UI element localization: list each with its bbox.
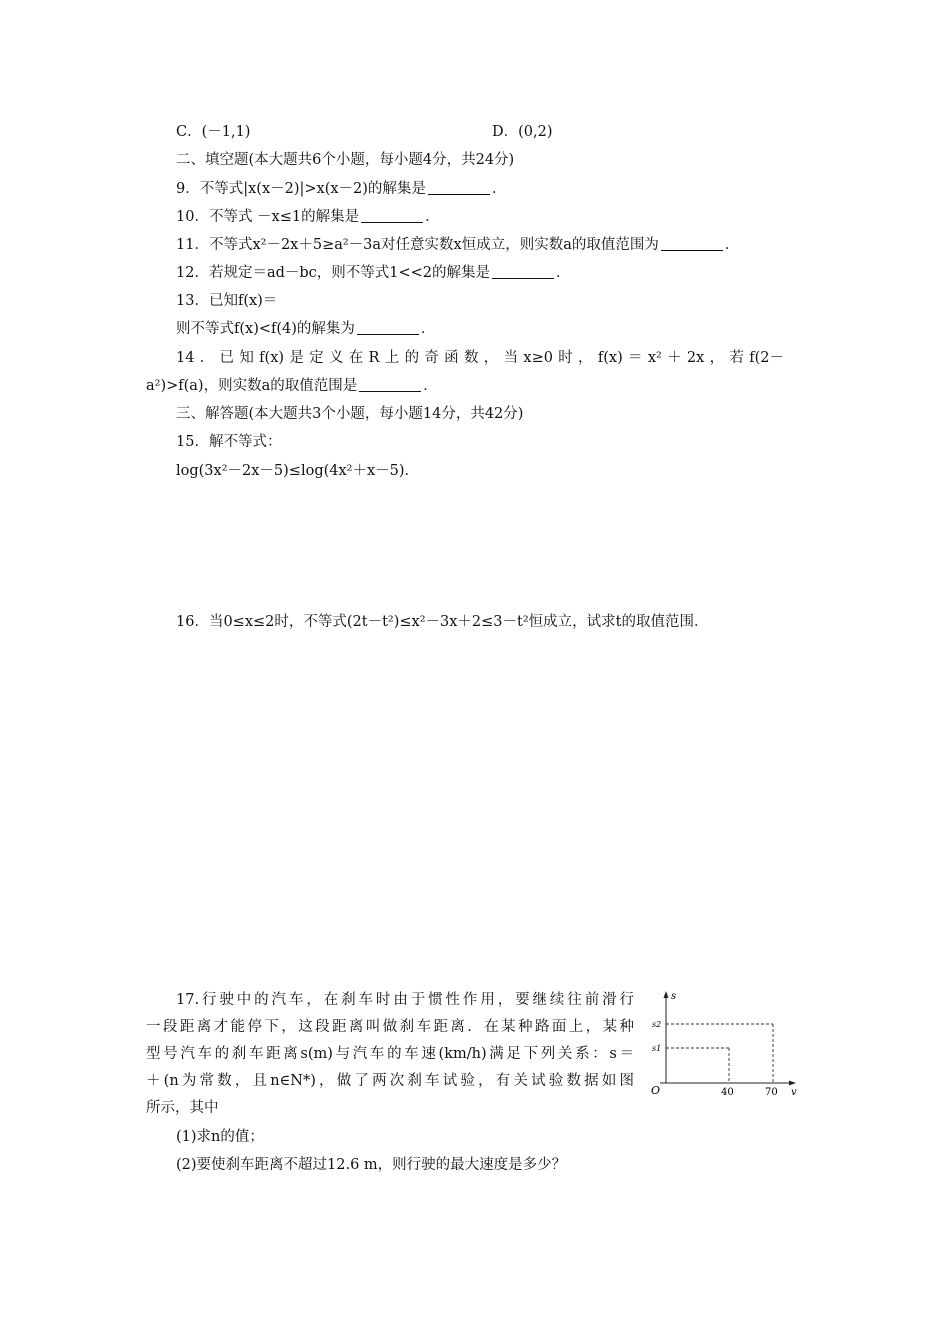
section2-heading: 二、填空题(本大题共6个小题，每小题4分，共24分) xyxy=(176,152,515,168)
braking-distance-figure xyxy=(640,985,810,1100)
x-tick-40: 40 xyxy=(721,1087,734,1098)
q12-text: 12．若规定＝ad－bc，则不等式1<<2的解集是 xyxy=(176,265,491,281)
question-13-line1: 13．已知f(x)＝ xyxy=(176,293,278,309)
q9-answer-blank[interactable] xyxy=(428,180,490,195)
question-15-line2: log(3x²－2x－5)≤log(4x²＋x－5)． xyxy=(176,463,420,479)
q10-answer-blank[interactable] xyxy=(361,208,423,223)
question-14-line1: 14．已知f(x)是定义在R上的奇函数，当x≥0时，f(x)＝x²＋2x，若f(2－ xyxy=(176,350,784,366)
y-axis-label: s xyxy=(671,991,677,1002)
q9-text: 9．不等式|x(x－2)|>x(x－2)的解集是 xyxy=(176,181,426,197)
x-tick-70: 70 xyxy=(765,1087,778,1098)
question-11 xyxy=(176,235,739,255)
q9-end: ． xyxy=(491,181,507,197)
question-15-line1: 15．解不等式： xyxy=(176,434,282,450)
q14-answer-blank[interactable] xyxy=(359,377,421,392)
q17-part1: (1)求n的值； xyxy=(176,1129,264,1145)
s1-label: s1 xyxy=(652,1044,662,1053)
q11-text: 11．不等式x²－2x＋5≥a²－3a对任意实数x恒成立，则实数a的取值范围为 xyxy=(176,237,659,253)
question-14-line2 xyxy=(146,376,438,396)
origin-label: O xyxy=(651,1084,661,1097)
q17-row: ＋(n为常数，且n∈N*)，做了两次刹车试验，有关试验数据如图 xyxy=(146,1073,634,1089)
question-13-line2 xyxy=(176,319,435,339)
q13-end: ． xyxy=(420,321,436,337)
q17-row: 型号汽车的刹车距离s(m)与汽车的车速(km/h)满足下列关系：s＝ xyxy=(146,1046,634,1062)
s2-label: s2 xyxy=(652,1020,662,1029)
q17-row: 17.行驶中的汽车，在刹车时由于惯性作用，要继续往前滑行 xyxy=(176,992,634,1008)
q12-answer-blank[interactable] xyxy=(492,264,554,279)
question-17-paragraph xyxy=(146,987,634,1122)
q13-answer-blank[interactable] xyxy=(357,320,419,335)
y-axis-arrow xyxy=(664,991,669,998)
question-10 xyxy=(176,207,440,227)
question-16: 16．当0≤x≤2时，不等式(2t－t²)≤x²－3x＋2≤3－t²恒成立，试求t的取值范围． xyxy=(176,614,709,630)
q14-end: ． xyxy=(423,378,438,394)
q10-end: ． xyxy=(425,209,440,225)
section3-heading: 三、解答题(本大题共3个小题，每小题14分，共42分) xyxy=(176,406,524,422)
q11-end: ． xyxy=(724,237,740,253)
q12-end: ． xyxy=(556,265,571,281)
x-axis-label: v xyxy=(791,1087,797,1098)
q17-row: 一段距离才能停下，这段距离叫做刹车距离．在某种路面上，某种 xyxy=(146,1019,634,1035)
q14-text: a²)>f(a)，则实数a的取值范围是 xyxy=(146,378,358,394)
option-d: D．(0,2) xyxy=(492,124,553,140)
q13-text: 则不等式f(x)<f(4)的解集为 xyxy=(176,321,355,337)
q11-answer-blank[interactable] xyxy=(661,236,723,251)
question-12 xyxy=(176,263,571,283)
q17-part2: (2)要使刹车距离不超过12.6 m，则行驶的最大速度是多少？ xyxy=(176,1157,567,1173)
x-axis-arrow xyxy=(789,1081,796,1086)
option-c: C．(－1,1) xyxy=(176,124,251,140)
q10-text: 10．不等式 －x≤1的解集是 xyxy=(176,209,360,225)
question-9 xyxy=(176,179,506,199)
q17-row: 所示，其中 xyxy=(146,1100,219,1116)
